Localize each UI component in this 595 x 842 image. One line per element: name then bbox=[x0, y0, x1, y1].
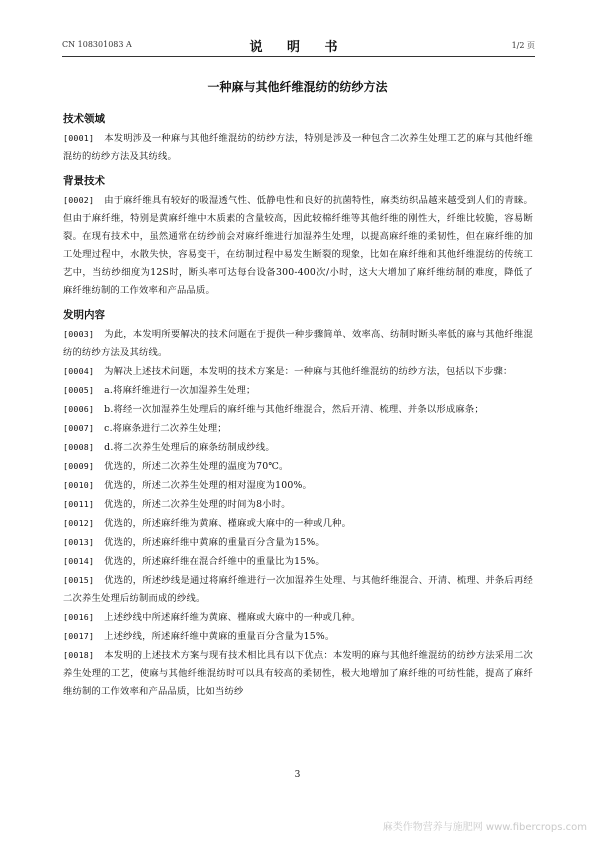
paragraph bbox=[63, 476, 533, 495]
paragraph-number: [0009] bbox=[63, 461, 95, 471]
paragraph-text: 为此，本发明所要解决的技术问题在于提供一种步骤简单、效率高、纺制时断头率低的麻与其他纤维混纺的纺纱方法及其纺线。 bbox=[63, 329, 533, 358]
paragraph-number: [0018] bbox=[63, 650, 95, 660]
paragraph bbox=[63, 646, 533, 701]
section-gap bbox=[63, 166, 533, 174]
paragraph-number: [0005] bbox=[63, 385, 95, 395]
paragraph-text: 本发明的上述技术方案与现有技术相比具有以下优点：本发明的麻与其他纤维混纺的纺纱方法采用二次养生处理的工艺，使麻与其他纤维混纺时可以具有较高的柔韧性，极大地增加了麻纤维的可纺性能，提高了麻纤维纺制的工作效率和产品品质，比如当纺纱 bbox=[63, 650, 533, 697]
paragraph bbox=[63, 400, 533, 419]
paragraph bbox=[63, 191, 533, 300]
paragraph-text: 本发明涉及一种麻与其他纤维混纺的纺纱方法，特别是涉及一种包含二次养生处理工艺的麻与其他纤维混纺的纺纱方法及其纺线。 bbox=[63, 133, 533, 162]
paragraph bbox=[63, 495, 533, 514]
paragraph bbox=[63, 129, 533, 166]
section-heading: 背景技术 bbox=[63, 175, 105, 187]
section-gap bbox=[63, 300, 533, 308]
page-info: 1/2 页 bbox=[511, 41, 535, 50]
paragraph-text: 优选的，所述麻纤维在混合纤维中的重量比为15%。 bbox=[104, 556, 325, 567]
paragraph-number: [0010] bbox=[63, 480, 95, 490]
paragraph-text: 由于麻纤维具有较好的吸湿透气性、低静电性和良好的抗菌特性，麻类纺织品越来越受到人们的青睐。但由于麻纤维，特别是黄麻纤维中木质素的含量较高，因此较棉纤维等其他纤维的刚性大，纤维比较脆，容易断裂。在现有技术中，虽然通常在纺纱前会对麻纤维进行加湿养生处理，以提高麻纤维的柔韧性，但在麻纤维的加工处理过程中，水散失快，容易变干，在纺制过程中易发生断裂的现象，比如在麻纤维和其他纤维混纺的传统工艺中，当纺纱细度为12S时，断头率可达每台设备300-400次/小时，这大大增加了麻纤维纺制的难度，降低了麻纤维纺制的工作效率和产品品质。 bbox=[63, 195, 533, 296]
paragraph-text: a.将麻纤维进行一次加湿养生处理； bbox=[104, 385, 256, 396]
paragraph-number: [0007] bbox=[63, 423, 95, 433]
paragraph-text: 优选的，所述纱线是通过将麻纤维进行一次加湿养生处理、与其他纤维混合、开清、梳理、并条后再经二次养生处理后纺制而成的纱线。 bbox=[63, 575, 533, 604]
paragraph-text: b.将经一次加湿养生处理后的麻纤维与其他纤维混合，然后开清、梳理、并条以形成麻条； bbox=[104, 404, 484, 415]
section-heading: 技术领域 bbox=[63, 113, 105, 125]
paragraph-number: [0004] bbox=[63, 366, 95, 376]
paragraph bbox=[63, 533, 533, 552]
paragraph-text: d.将二次养生处理后的麻条纺制成纱线。 bbox=[104, 442, 275, 453]
watermark: 麻类作物营养与施肥网 www.fibercrops.com bbox=[382, 822, 587, 833]
paragraph bbox=[63, 362, 533, 381]
paragraph bbox=[63, 438, 533, 457]
paragraph bbox=[63, 608, 533, 627]
paragraph-number: [0001] bbox=[63, 133, 95, 143]
paragraph-number: [0014] bbox=[63, 556, 95, 566]
paragraph-number: [0003] bbox=[63, 329, 95, 339]
paragraph-text: 优选的，所述二次养生处理的时间为8小时。 bbox=[104, 499, 291, 510]
page-number: 3 bbox=[294, 770, 301, 780]
publication-number: CN 108301083 A bbox=[62, 40, 132, 49]
paragraph bbox=[63, 552, 533, 571]
paragraph-number: [0015] bbox=[63, 575, 95, 585]
paragraph-number: [0016] bbox=[63, 612, 95, 622]
document-title: 一种麻与其他纤维混纺的纺纱方法 bbox=[207, 80, 388, 94]
paragraph bbox=[63, 514, 533, 533]
document-body bbox=[63, 112, 533, 701]
paragraph-number: [0017] bbox=[63, 631, 95, 641]
paragraph-text: 为解决上述技术问题，本发明的技术方案是：一种麻与其他纤维混纺的纺纱方法，包括以下步骤： bbox=[104, 366, 513, 377]
paragraph-text: c.将麻条进行二次养生处理； bbox=[104, 423, 227, 434]
section-heading: 发明内容 bbox=[63, 309, 105, 321]
paragraph-text: 优选的，所述麻纤维为黄麻、槿麻或大麻中的一种或几种。 bbox=[104, 518, 352, 529]
paragraph bbox=[63, 571, 533, 608]
paragraph-text: 上述纱线，所述麻纤维中黄麻的重量百分含量为15%。 bbox=[104, 631, 335, 642]
paragraph-text: 优选的，所述二次养生处理的温度为70℃。 bbox=[104, 461, 289, 472]
paragraph bbox=[63, 419, 533, 438]
paragraph-number: [0012] bbox=[63, 518, 95, 528]
paragraph-text: 优选的，所述麻纤维中黄麻的重量百分含量为15%。 bbox=[104, 537, 325, 548]
paragraph bbox=[63, 325, 533, 362]
paragraph bbox=[63, 457, 533, 476]
paragraph-text: 上述纱线中所述麻纤维为黄麻、槿麻或大麻中的一种或几种。 bbox=[104, 612, 361, 623]
paragraph-number: [0013] bbox=[63, 537, 95, 547]
paragraph-text: 优选的，所述二次养生处理的相对湿度为100%。 bbox=[104, 480, 312, 491]
paragraph-number: [0008] bbox=[63, 442, 95, 452]
paragraph-number: [0002] bbox=[63, 195, 95, 205]
document-type: 说 明 书 bbox=[249, 40, 348, 55]
header-divider bbox=[62, 56, 535, 57]
paragraph bbox=[63, 381, 533, 400]
paragraph-number: [0006] bbox=[63, 404, 95, 414]
paragraph bbox=[63, 627, 533, 646]
paragraph-number: [0011] bbox=[63, 499, 95, 509]
